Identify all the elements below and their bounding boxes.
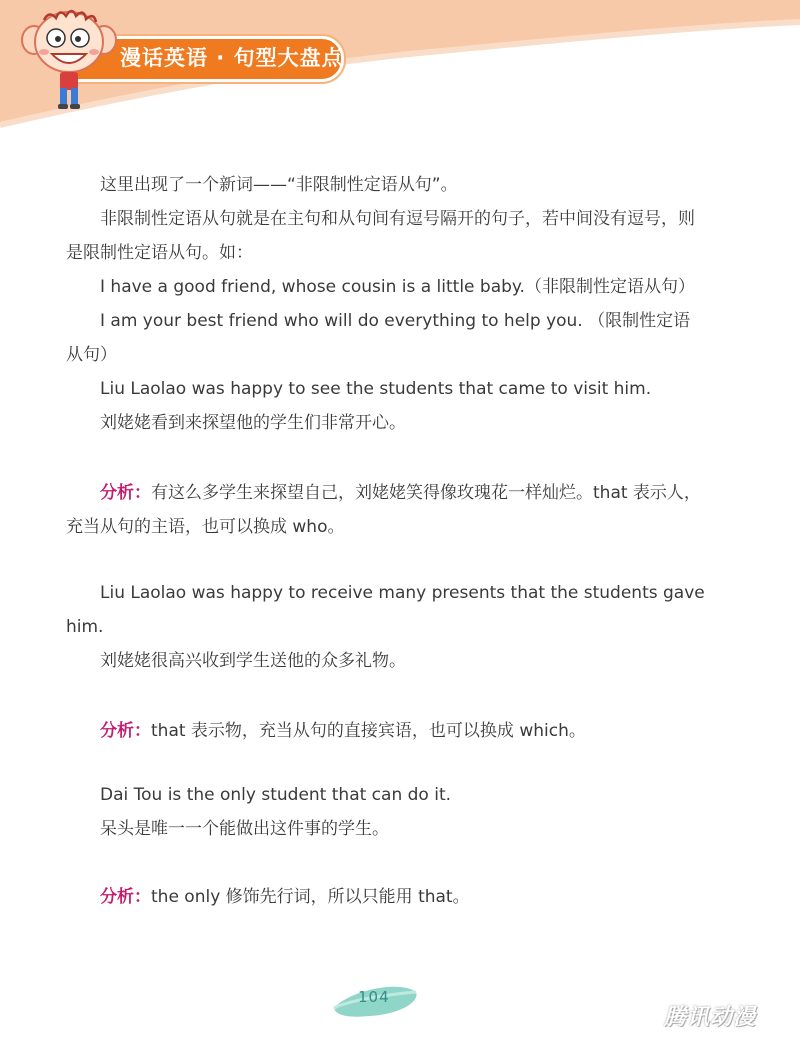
header-title: 漫话英语 · 句型大盘点 bbox=[120, 46, 344, 70]
watermark-logo: 腾讯动漫 bbox=[664, 1005, 757, 1030]
page-content bbox=[66, 168, 706, 914]
analysis-label: 分析： bbox=[100, 887, 151, 907]
analysis-label: 分析： bbox=[100, 483, 151, 503]
analysis-text: the only 修饰先行词，所以只能用 that。 bbox=[151, 887, 470, 907]
example-sentence-en: Liu Laolao was happy to receive many presents that the students gave him. bbox=[66, 583, 705, 637]
definition-paragraph: 非限制性定语从句就是在主句和从句间有逗号隔开的句子，若中间没有逗号，则是限制性定语从句。如： bbox=[66, 209, 695, 263]
analysis-label: 分析： bbox=[100, 721, 151, 741]
cartoon-boy-mascot-icon bbox=[14, 6, 124, 116]
analysis-text: that 表示物，充当从句的直接宾语，也可以换成 which。 bbox=[151, 721, 586, 741]
example-sentence: I have a good friend, whose cousin is a little baby.（非限制性定语从句） bbox=[100, 277, 695, 297]
example-sentence-zh: 刘姥姥很高兴收到学生送他的众多礼物。 bbox=[100, 651, 406, 671]
example-sentence-zh: 呆头是唯一一个能做出这件事的学生。 bbox=[100, 819, 389, 839]
example-sentence: I am your best friend who will do everything to help you. （限制性定语从句） bbox=[66, 311, 691, 365]
analysis-paragraph bbox=[66, 714, 706, 748]
example-sentence-zh: 刘姥姥看到来探望他的学生们非常开心。 bbox=[100, 413, 406, 433]
analysis-text: 有这么多学生来探望自己，刘姥姥笑得像玫瑰花一样灿烂。that 表示人，充当从句的主语，也可以换成 who。 bbox=[66, 483, 701, 537]
example-sentence-en: Dai Tou is the only student that can do it. bbox=[100, 785, 452, 805]
analysis-paragraph bbox=[66, 476, 706, 544]
example-sentence-en: Liu Laolao was happy to see the students that came to visit him. bbox=[100, 379, 652, 399]
intro-line: 这里出现了一个新词——“非限制性定语从句”。 bbox=[100, 175, 458, 195]
analysis-paragraph bbox=[66, 880, 706, 914]
page-number: 104 bbox=[358, 988, 390, 1006]
